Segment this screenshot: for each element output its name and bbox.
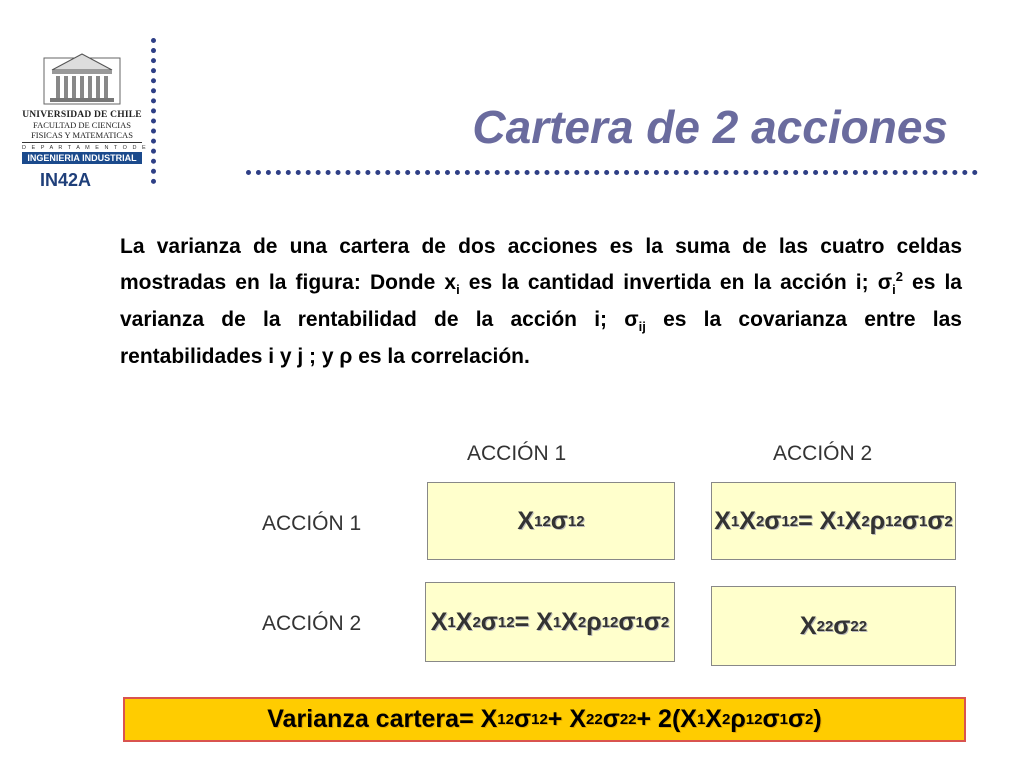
logo-faculty-line2: FISICAS Y MATEMATICAS xyxy=(22,130,142,143)
logo-department-label: D E P A R T A M E N T O D E xyxy=(22,145,148,151)
column-header-accion-2: ACCIÓN 2 xyxy=(773,442,873,465)
logo-faculty-line1: FACULTAD DE CIENCIAS xyxy=(32,120,132,130)
logo-department-name: INGENIERIA INDUSTRIAL xyxy=(22,152,142,164)
matrix-cell-2-1: X 1 X 2 σ 12 = X 1 X 2 ρ 12 σ 1 σ 2 xyxy=(425,582,675,662)
slide-title: Cartera de 2 acciones xyxy=(472,101,948,153)
matrix-cell-1-2: X 1 X 2 σ 12 = X 1 X 2 ρ 12 σ 1 σ 2 xyxy=(711,482,956,560)
course-code: IN42A xyxy=(40,170,92,190)
column-header-accion-1: ACCIÓN 1 xyxy=(467,442,567,465)
horizontal-dotted-divider xyxy=(246,170,978,175)
logo-university-name: UNIVERSIDAD DE CHILE xyxy=(22,110,142,120)
university-logo xyxy=(22,50,148,164)
row-header-accion-2: ACCIÓN 2 xyxy=(262,612,362,635)
matrix-cell-2-2: X 2 2 σ 2 2 xyxy=(711,586,956,666)
description-paragraph: La varianza de una cartera de dos acciones es la suma de las cuatro celdas mostradas en la figura: Donde $x_i$ es la cantidad invertida en la acción i; $\sigma_i^2$ es la varianza de la rentabilidad de la acción i; $\sigma_{ij}$ es la covarianza entre las rentabilidades i y j ; y ρ es la correlación. xyxy=(120,235,962,369)
row-header-accion-1: ACCIÓN 1 xyxy=(262,512,362,535)
portfolio-variance-formula: Varianza cartera= X 1 2 σ 1 2 + X 2 2 σ 2 2 + 2(X 1 X 2 ρ 12 σ 1 σ 2 ) xyxy=(123,697,966,742)
vertical-dotted-divider xyxy=(151,38,156,184)
building-emblem-icon xyxy=(42,50,122,106)
matrix-cell-1-1: X 1 2 σ 1 2 xyxy=(427,482,675,560)
